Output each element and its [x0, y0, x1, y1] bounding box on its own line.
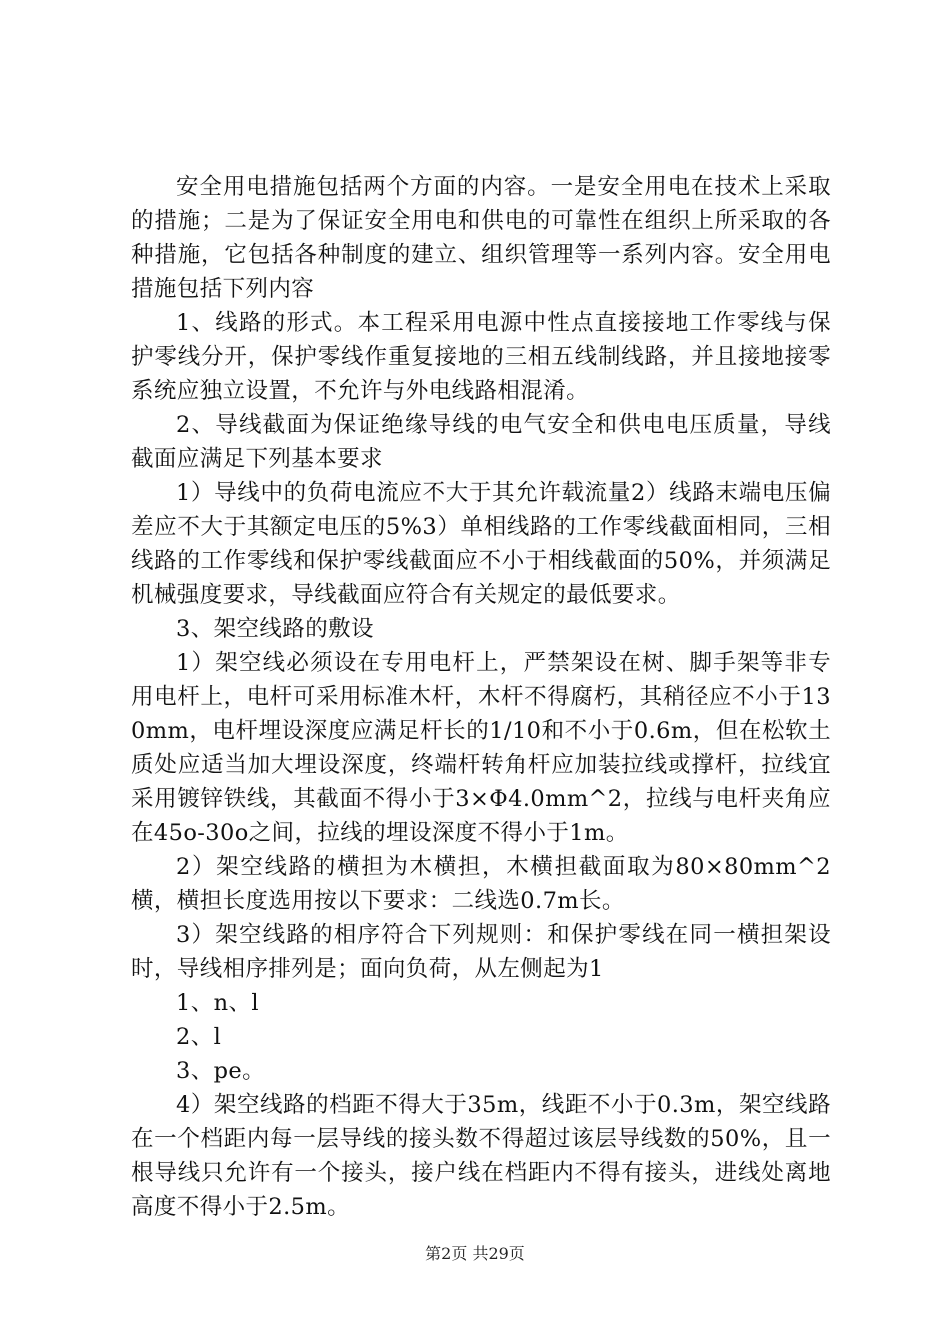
paragraph-overhead-poles: 1）架空线必须设在专用电杆上，严禁架设在树、脚手架等非专用电杆上，电杆可采用标准木杆，木杆不得腐朽，其稍径应不小于130mm，电杆埋设深度应满足杆长的1/10和不小于0.6m，但在松软土质处应适当加大埋设深度，终端杆转角杆应加装拉线或撑杆，拉线宜采用镀锌铁线，其截面不得小于3×Φ4.0mm^2，拉线与电杆夹角应在45o-30o之间，拉线的埋设深度不得小于1m。 — [131, 650, 831, 846]
document-body — [131, 170, 831, 1224]
list-item: 3、pe。 — [176, 1058, 266, 1084]
paragraph-overhead-heading: 3、架空线路的敷设 — [176, 616, 374, 642]
paragraph-phase-sequence: 3）架空线路的相序符合下列规则：和保护零线在同一横担架设时，导线相序排列是；面向负荷，从左侧起为1 — [131, 922, 831, 982]
page-number-footer: 第2页 共29页 — [425, 1244, 525, 1263]
list-item: 2、l — [176, 1024, 222, 1050]
paragraph-conductor-requirements: 1）导线中的负荷电流应不大于其允许载流量2）线路末端电压偏差应不大于其额定电压的5%3）单相线路的工作零线截面相同，三相线路的工作零线和保护零线截面应不小于相线截面的50%，并须满足机械强度要求，导线截面应符合有关规定的最低要求。 — [131, 480, 831, 608]
paragraph-line-form: 1、线路的形式。本工程采用电源中性点直接接地工作零线与保护零线分开，保护零线作重复接地的三相五线制线路，并且接地接零系统应独立设置，不允许与外电线路相混淆。 — [131, 310, 831, 404]
paragraph-conductor-section: 2、导线截面为保证绝缘导线的电气安全和供电电压质量，导线截面应满足下列基本要求 — [131, 412, 831, 472]
paragraph-intro: 安全用电措施包括两个方面的内容。一是安全用电在技术上采取的措施；二是为了保证安全用电和供电的可靠性在组织上所采取的各种措施，它包括各种制度的建立、组织管理等一系列内容。安全用电措施包括下列内容 — [131, 174, 831, 302]
paragraph-crossarm: 2）架空线路的横担为木横担，木横担截面取为80×80mm^2横，横担长度选用按以下要求：二线选0.7m长。 — [131, 854, 831, 914]
paragraph-span-distance: 4）架空线路的档距不得大于35m，线距不小于0.3m，架空线路在一个档距内每一层导线的接头数不得超过该层导线数的50%，且一根导线只允许有一个接头，接户线在档距内不得有接头，进线处离地高度不得小于2.5m。 — [131, 1092, 831, 1220]
list-item: 1、n、l — [176, 990, 260, 1016]
